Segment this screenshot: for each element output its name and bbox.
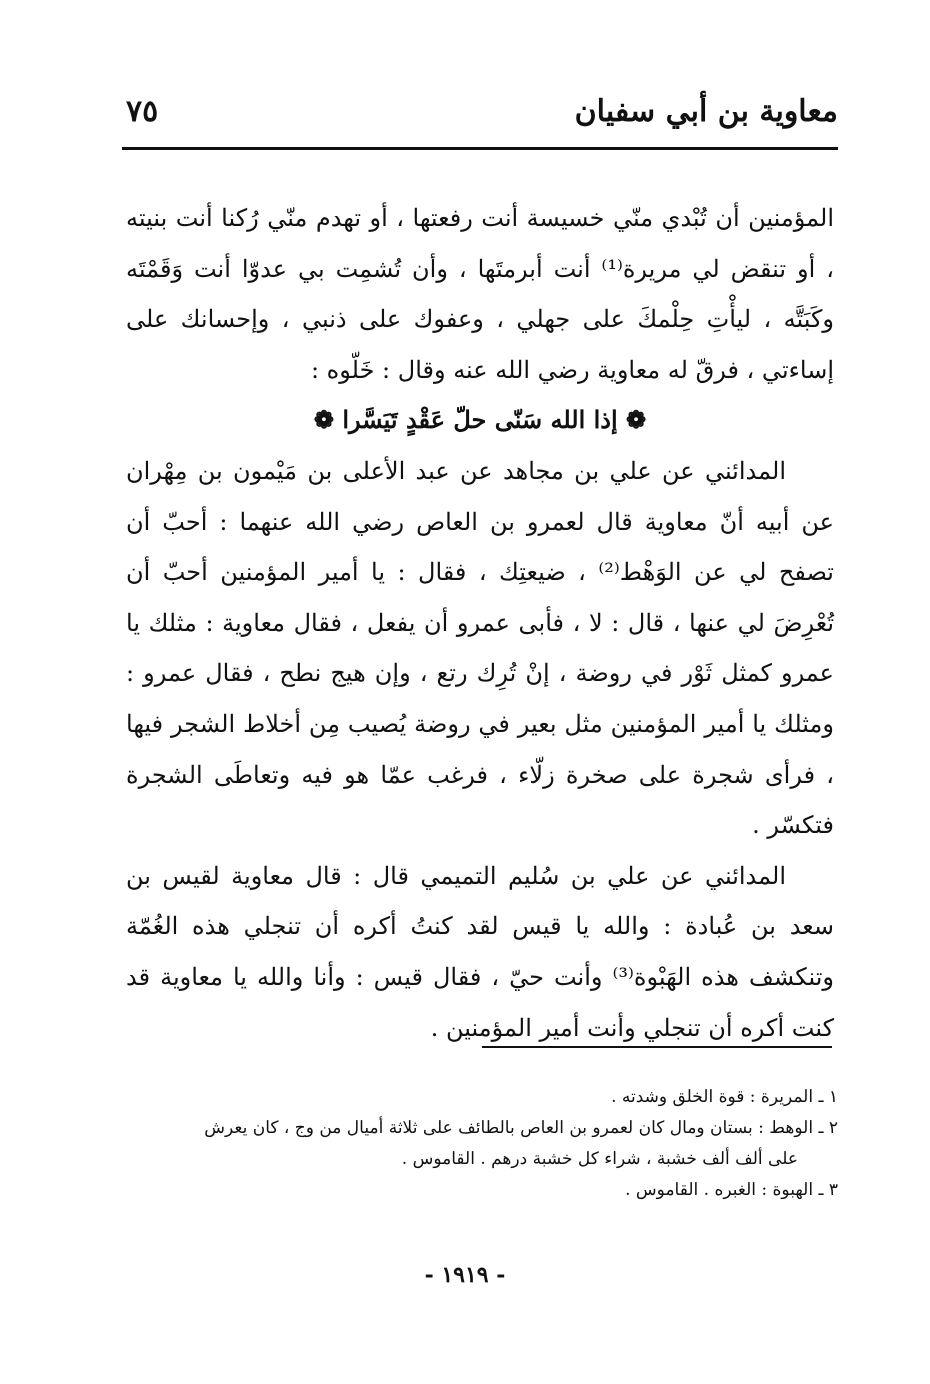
folio-number: - ١٩١٩ - — [424, 1262, 506, 1288]
footnote-separator — [482, 1046, 832, 1048]
verse-line: ❁ إذا الله سَنّى حلّ عَقْدٍ تَيَسَّرا ❁ — [313, 405, 647, 435]
paragraph-amr-ibn-al-as: المدائني عن علي بن مجاهد عن عبد الأعلى بن مَيْمون بن مِهْران عن أبيه أنّ معاوية قال لعمرو بن العاص رضي الله عنهما : أحبّ أن تصفح لي عن الوَهْط⁽²⁾ ، ضيعتِك ، فقال : يا أمير المؤمنين أحبّ أن تُعْرِضَ لي عنها ، قال : لا ، فأبى عمرو أن يفعل ، فقال معاوية : مثلك يا عمرو كمثل ثَوْر في روضة ، إنْ تُرِك رتع ، وإن هيج نطح ، فقال عمرو : ومثلك يا أمير المؤمنين مثل بعير في روضة يُصيب مِن أخلاط الشجر فيها ، فرأى شجرة على صخرة زلّاء ، فرغب عمّا هو فيه وتعاطَى الشجرة فتكسّر . — [126, 456, 834, 840]
running-header — [120, 88, 838, 144]
footnote-2: ٢ ـ الوهط : بستان ومال كان لعمرو بن العاص بالطائف على ثلاثة أميال من وج ، كان يعرش — [204, 1118, 838, 1138]
paragraph-qays-ibn-saad: المدائني عن علي بن سُليم التميمي قال : قال معاوية لقيس بن سعد بن عُبادة : والله يا قيس لقد كنتُ أكره أن تنجلي هذه الغُمّة وتنكشف هذه الهَبْوة⁽³⁾ وأنت حيّ ، فقال قيس : وأنا والله يا معاوية قد كنت أكره أن تنجلي وأنت أمير المؤمنين . — [126, 861, 834, 1042]
footnotes — [126, 1082, 838, 1206]
footnote-3: ٣ ـ الهبوة : الغبره . القاموس . — [625, 1180, 838, 1200]
paragraph-continuation: المؤمنين أن تُبْدي منّي خسيسة أنت رفعتها ، أو تهدم منّي رُكنا أنت بنيته ، أو تنقض لي مريرة⁽¹⁾ أنت أبرمتَها ، وأن تُشمِت بي عدوّا أنت وَقَمْتَه وكَبَتَّه ، ليأْتِ حِلْمكَ على جهلي ، وعفوك على ذنبي ، وإحسانك على إساءتي ، فرقّ له معاوية رضي الله عنه وقال : خَلّوه : — [126, 204, 834, 384]
footnote-2-continuation: على ألف ألف خشبة ، شراء كل خشبة درهم . القاموس . — [401, 1149, 798, 1169]
page-number: ٧٥ — [126, 94, 159, 129]
running-title: معاوية بن أبي سفيان — [574, 94, 838, 129]
footnote-1: ١ ـ المريرة : قوة الخلق وشدته . — [611, 1087, 838, 1107]
header-rule — [122, 147, 838, 150]
main-text — [126, 193, 834, 1053]
